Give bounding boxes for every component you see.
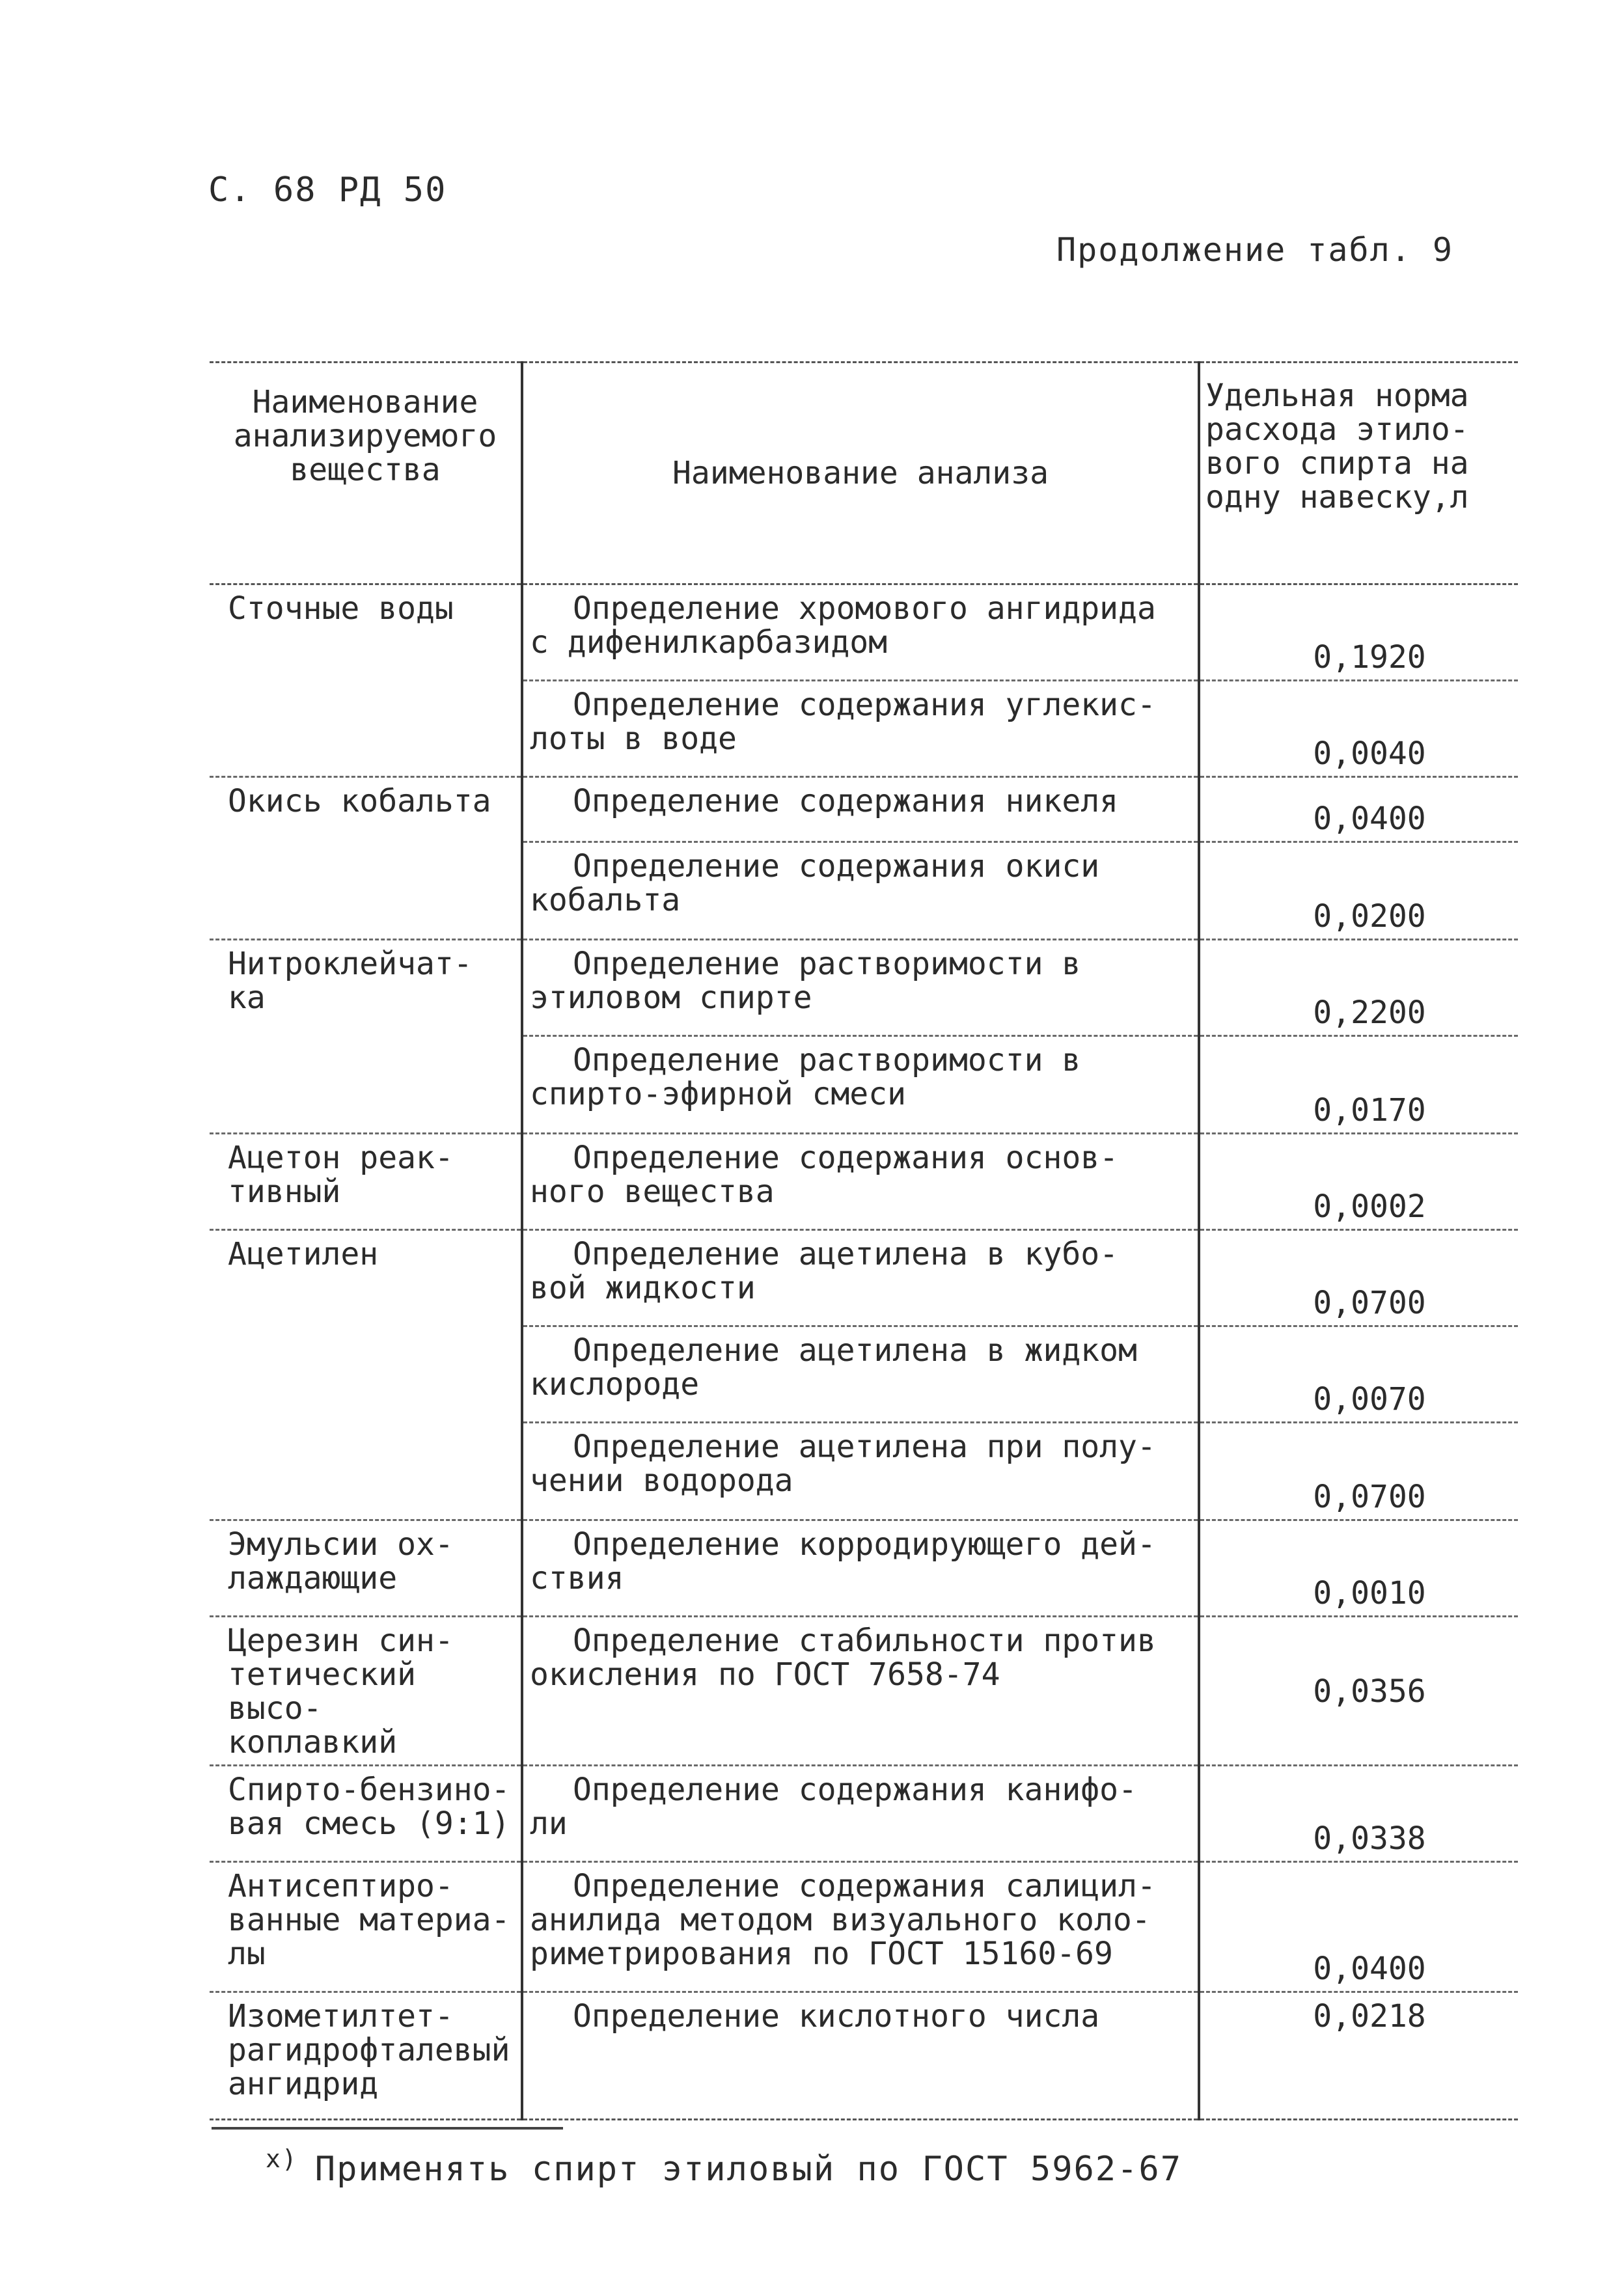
analysis-cell: Определение стабильности против окисления по ГОСТ 7658-74 (522, 1617, 1199, 1766)
substance-cell: Антисептиро- ванные материа- лы (210, 1862, 522, 1992)
norm-cell: 0,0040 (1199, 681, 1518, 777)
footnote-mark: x) (266, 2145, 298, 2173)
table-row (210, 1520, 1518, 1617)
table-header-row (210, 363, 1518, 584)
page-header: С. 68 РД 50 (208, 171, 447, 210)
substance-cell: Эмульсии ох- лаждающие (210, 1520, 522, 1617)
substance-cell: Изометилтет- рагидрофталевый ангидрид (210, 1992, 522, 2120)
table-caption: Продолжение табл. 9 (1056, 231, 1453, 269)
substance-cell: Спирто-бензино- вая смесь (9:1) (210, 1766, 522, 1862)
norm-cell: 0,0218 (1199, 1992, 1518, 2120)
substance-cell: Сточные воды (210, 584, 522, 777)
analysis-cell: Определение содержания основ- ного вещества (522, 1134, 1199, 1230)
table-row (210, 1766, 1518, 1862)
norm-cell: 0,0356 (1199, 1617, 1518, 1766)
analysis-cell: Определение кислотного числа (522, 1992, 1199, 2120)
analysis-cell: Определение содержания салицил- анилида методом визуального коло- риметрирования по ГОСТ 15160-69 (522, 1862, 1199, 1992)
analysis-cell: Определение содержания углекис- лоты в воде (522, 681, 1199, 777)
footnote-text: Применять спирт этиловый по ГОСТ 5962-67 (314, 2150, 1183, 2189)
norm-cell: 0,0200 (1199, 842, 1518, 940)
analysis-cell: Определение ацетилена в жидком кислороде (522, 1326, 1199, 1423)
norm-cell: 0,2200 (1199, 940, 1518, 1036)
analysis-cell: Определение содержания канифо- ли (522, 1766, 1199, 1862)
norms-table (210, 361, 1518, 2120)
analysis-cell: Определение растворимости в этиловом спирте (522, 940, 1199, 1036)
table-row (210, 940, 1518, 1036)
analysis-cell: Определение корродирующего дей- ствия (522, 1520, 1199, 1617)
norm-cell: 0,0170 (1199, 1036, 1518, 1134)
header-analysis: Наименование анализа (522, 363, 1199, 584)
analysis-cell: Определение ацетилена в кубо- вой жидкости (522, 1230, 1199, 1326)
analysis-cell: Определение хромового ангидрида с дифенилкарбазидом (522, 584, 1199, 681)
substance-cell: Ацетон реак- тивный (210, 1134, 522, 1230)
norm-cell: 0,0070 (1199, 1326, 1518, 1423)
table-row (210, 1862, 1518, 1992)
table-row (210, 1134, 1518, 1230)
norm-cell: 0,0338 (1199, 1766, 1518, 1862)
header-norm: Удельная норма расхода этило- вого спирта на одну навеску,л (1199, 363, 1518, 584)
norm-cell: 0,0002 (1199, 1134, 1518, 1230)
header-substance: Наименование анализируемого вещества (210, 363, 522, 584)
norm-cell: 0,0700 (1199, 1230, 1518, 1326)
substance-cell: Ацетилен (210, 1230, 522, 1520)
footnote (266, 2145, 1182, 2189)
substance-cell: Церезин син- тетический высо- коплавкий (210, 1617, 522, 1766)
analysis-cell: Определение содержания окиси кобальта (522, 842, 1199, 940)
substance-cell: Нитроклейчат- ка (210, 940, 522, 1134)
norm-cell: 0,0400 (1199, 777, 1518, 842)
analysis-cell: Определение ацетилена при полу- чении водорода (522, 1423, 1199, 1520)
substance-cell: Окись кобальта (210, 777, 522, 940)
norm-cell: 0,0010 (1199, 1520, 1518, 1617)
norm-cell: 0,1920 (1199, 584, 1518, 681)
table-row (210, 1617, 1518, 1766)
table-row (210, 777, 1518, 842)
norm-cell: 0,0700 (1199, 1423, 1518, 1520)
analysis-cell: Определение содержания никеля (522, 777, 1199, 842)
table-row (210, 1230, 1518, 1326)
table-row (210, 1992, 1518, 2120)
table-row (210, 584, 1518, 681)
norm-cell: 0,0400 (1199, 1862, 1518, 1992)
footnote-divider (212, 2127, 563, 2130)
analysis-cell: Определение растворимости в спирто-эфирной смеси (522, 1036, 1199, 1134)
